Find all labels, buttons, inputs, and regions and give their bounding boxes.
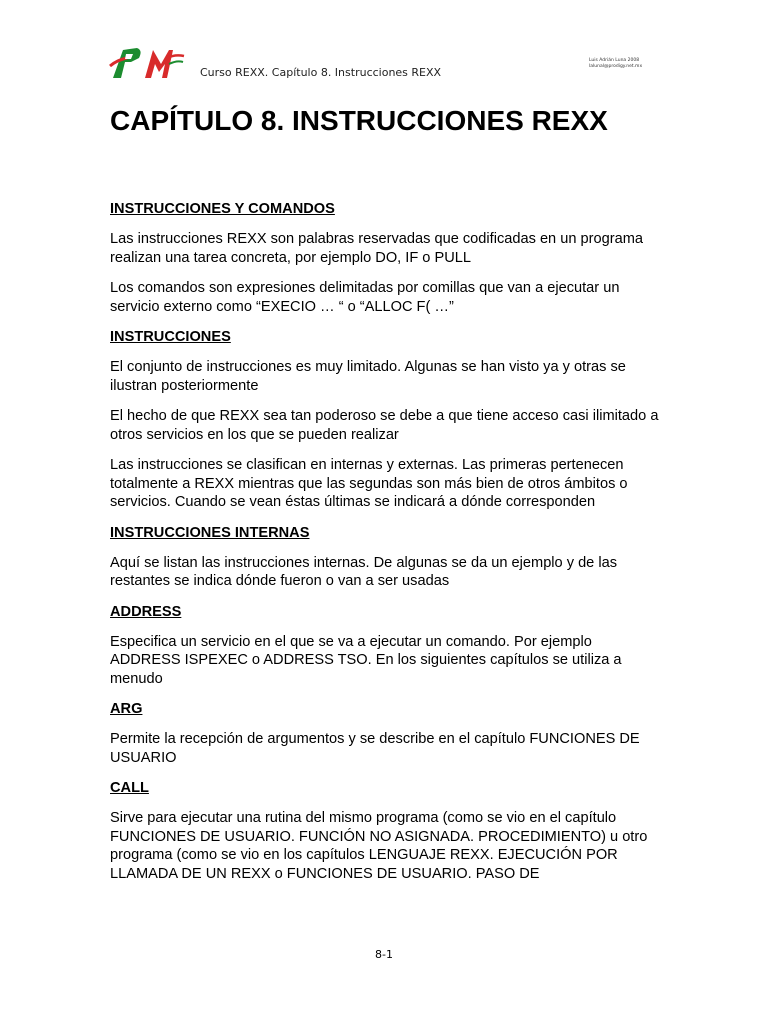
body-paragraph: Las instrucciones REXX son palabras reservadas que codificadas en un programa realizan una tarea concreta, por ejemplo DO, IF o PULL: [110, 231, 643, 266]
section-heading: ARG: [110, 701, 143, 717]
section-heading: ADDRESS: [110, 603, 182, 620]
page-number: 8-1: [375, 948, 393, 961]
section-heading: INSTRUCCIONES Y COMANDOS: [110, 201, 335, 217]
body-paragraph: Aquí se listan las instrucciones internas. De algunas se da un ejemplo y de las restantes se indica dónde fueron o van a ser usadas: [110, 554, 618, 589]
running-header-title: Curso REXX. Capítulo 8. Instrucciones REXX: [200, 66, 442, 79]
section-heading: INSTRUCCIONES INTERNAS: [110, 524, 310, 541]
body-paragraph: Los comandos son expresiones delimitadas por comillas que van a ejecutar un servicio externo como “EXECIO … “ o “ALLOC F( …”: [110, 280, 620, 315]
body-paragraph: Sirve para ejecutar una rutina del mismo programa (como se vio en el capítulo FUNCIONES DE USUARIO. FUNCIÓN NO ASIGNADA. PROCEDIMIENTO) u otro programa (como se vio en los capítulos LENGUAJE REXX. EJECUCIÓN POR LLAMADA DE UN REXX o FUNCIONES DE USUARIO. PASO DE: [110, 810, 648, 882]
chapter-title: CAPÍTULO 8. INSTRUCCIONES REXX: [110, 105, 608, 136]
body-paragraph: El hecho de que REXX sea tan poderoso se debe a que tiene acceso casi ilimitado a otros servicios en los que se pueden realizar: [110, 408, 659, 443]
section-heading: CALL: [110, 780, 149, 796]
section-heading: INSTRUCCIONES: [110, 329, 231, 345]
page-body: [110, 100, 665, 895]
company-logo: [109, 44, 185, 80]
body-paragraph: El conjunto de instrucciones es muy limitado. Algunas se han visto ya y otras se ilustran posteriormente: [110, 359, 626, 394]
body-paragraph: Las instrucciones se clasifican en internas y externas. Las primeras pertenecen totalmente a REXX mientras que las segundas son más bien de otros ámbitos o servicios. Cuando se vean éstas últimas se indicará a dónde corresponden: [110, 457, 628, 510]
author-email: lalunal@prodigy.net.mx: [589, 64, 643, 69]
body-paragraph: Especifica un servicio en el que se va a ejecutar un comando. Por ejemplo ADDRESS ISPEXEC o ADDRESS TSO. En los siguientes capítulos se utiliza a menudo: [110, 633, 622, 687]
document-content: [110, 200, 665, 883]
body-paragraph: Permite la recepción de argumentos y se describe en el capítulo FUNCIONES DE USUARIO: [110, 731, 640, 766]
author-name: Luis Adrián Luna 2008: [589, 58, 640, 63]
author-meta: [589, 58, 642, 70]
